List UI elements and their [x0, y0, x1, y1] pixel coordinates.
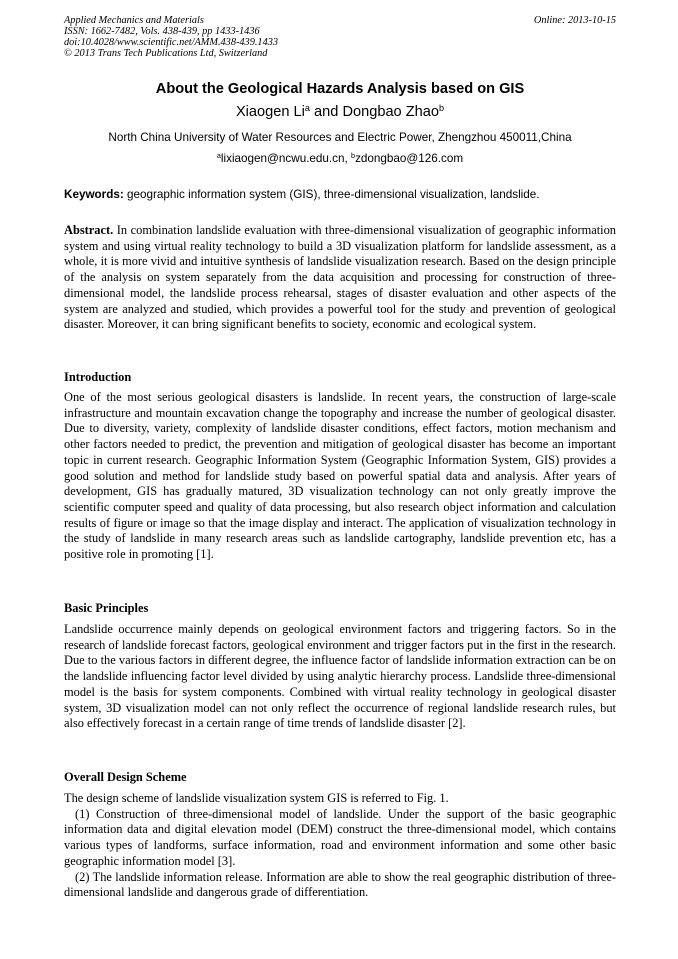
- design-intro-text: The design scheme of landslide visualization system GIS is referred to Fig. 1.: [64, 791, 449, 805]
- doi-line: doi:10.4028/www.scientific.net/AMM.438-439.1433: [64, 37, 279, 48]
- design-item-2: (2) The landslide information release. Information are able to show the real geographic distribution of three-dimensional landslide and dangerous grade of differentiation.: [64, 869, 616, 900]
- author-line: [64, 104, 616, 120]
- email-address: zdongbao@126.com: [355, 152, 464, 165]
- author-superscript: b: [439, 103, 445, 114]
- design-item-1: (1) Construction of three-dimensional model of landslide. Under the support of the basic geographic information data and digital elevation model (DEM) construct the three-dimensional model, which contains various types of landforms, surface information, road and environment information and some other basic geographic information model [3].: [64, 806, 616, 868]
- design-section: [64, 791, 616, 901]
- author-connector: and: [309, 104, 343, 120]
- paper-title: About the Geological Hazards Analysis based on GIS: [155, 81, 525, 97]
- affiliation: North China University of Water Resources and Electric Power, Zhengzhou 450011,China: [108, 131, 572, 144]
- keywords: [64, 188, 616, 201]
- author-name: Dongbao Zhao: [342, 104, 439, 120]
- email-address: lixiaogen@ncwu.edu.cn,: [220, 152, 352, 165]
- online-date: Online: 2013-10-15: [533, 15, 616, 26]
- email-superscript: b: [351, 151, 356, 161]
- issn-line: ISSN: 1662-7482, Vols. 438-439, pp 1433-1436: [64, 26, 260, 37]
- abstract-label: Abstract.: [64, 223, 114, 237]
- section-heading-introduction: Introduction: [64, 370, 132, 384]
- copyright-line: © 2013 Trans Tech Publications Ltd, Switzerland: [64, 48, 268, 59]
- email-line: [64, 152, 616, 165]
- email-superscript: a: [216, 151, 221, 161]
- keywords-label: Keywords:: [64, 188, 124, 201]
- section-heading-basic-principles: Basic Principles: [64, 601, 149, 615]
- journal-name: Applied Mechanics and Materials: [64, 15, 204, 26]
- keywords-text: geographic information system (GIS), three-dimensional visualization, landslide.: [123, 188, 540, 201]
- author-superscript: a: [304, 103, 310, 114]
- basic-principles-text: Landslide occurrence mainly depends on geological environment factors and triggering factors. So in the research of landslide forecast factors, geological environment and trigger factors put in the first in the research. Due to the various factors in different degree, the influence factor of landslide information extraction can be on the landslide influencing factor level divided by using analytic hierarchy process. Landslide three-dimensional model is the basis for system components. Combined with virtual reality technology in geological disaster system, 3D visualization model can not only reflect the occurrence of regional landslide research rules, but also effectively forecast in a certain range of time trends of landslide disaster [2].: [64, 622, 616, 731]
- section-heading-overall-design: Overall Design Scheme: [64, 770, 187, 784]
- journal-header: [64, 15, 616, 59]
- introduction-text: One of the most serious geological disasters is landslide. In recent years, the construction of large-scale infrastructure and mountain excavation change the topography and increase the number of geological disaster. Due to diversity, variety, complexity of landslide disaster conditions, effect factors, motion mechanism and other factors needed to predict, the prevention and mitigation of geological disaster has become an important topic in current research. Geographic Information System (Geographic Information System, GIS) provides a good solution and method for landslide study based on powerful spatial data and analysis. After years of development, GIS has gradually matured, 3D visualization technology can not only greatly improve the scientific computer speed and quality of data processing, but also research object information and calculation results of figure or image so that the image display and interact. The application of visualization technology in the study of landslide in many research areas such as landslide cartography, landslide prevention etc, has a positive role in promoting [1].: [64, 390, 616, 562]
- author-name: Xiaogen Li: [235, 104, 305, 120]
- abstract: [64, 223, 616, 333]
- abstract-text: In combination landslide evaluation with three-dimensional visualization of geographic information system and using virtual reality technology to build a 3D visualization platform for landslide assessment, as a whole, it is more vivid and intuitive synthesis of landslide visualization research. Based on the design principle of the analysis on system separately from the data acquisition and processing for construction of three-dimensional model, the landslide process rehearsal, stages of disaster evaluation and other aspects of the system are analyzed and studied, which provides a powerful tool for the study and prevention of geological disaster. Moreover, it can bring significant benefits to society, economic and ecological system.: [64, 223, 616, 332]
